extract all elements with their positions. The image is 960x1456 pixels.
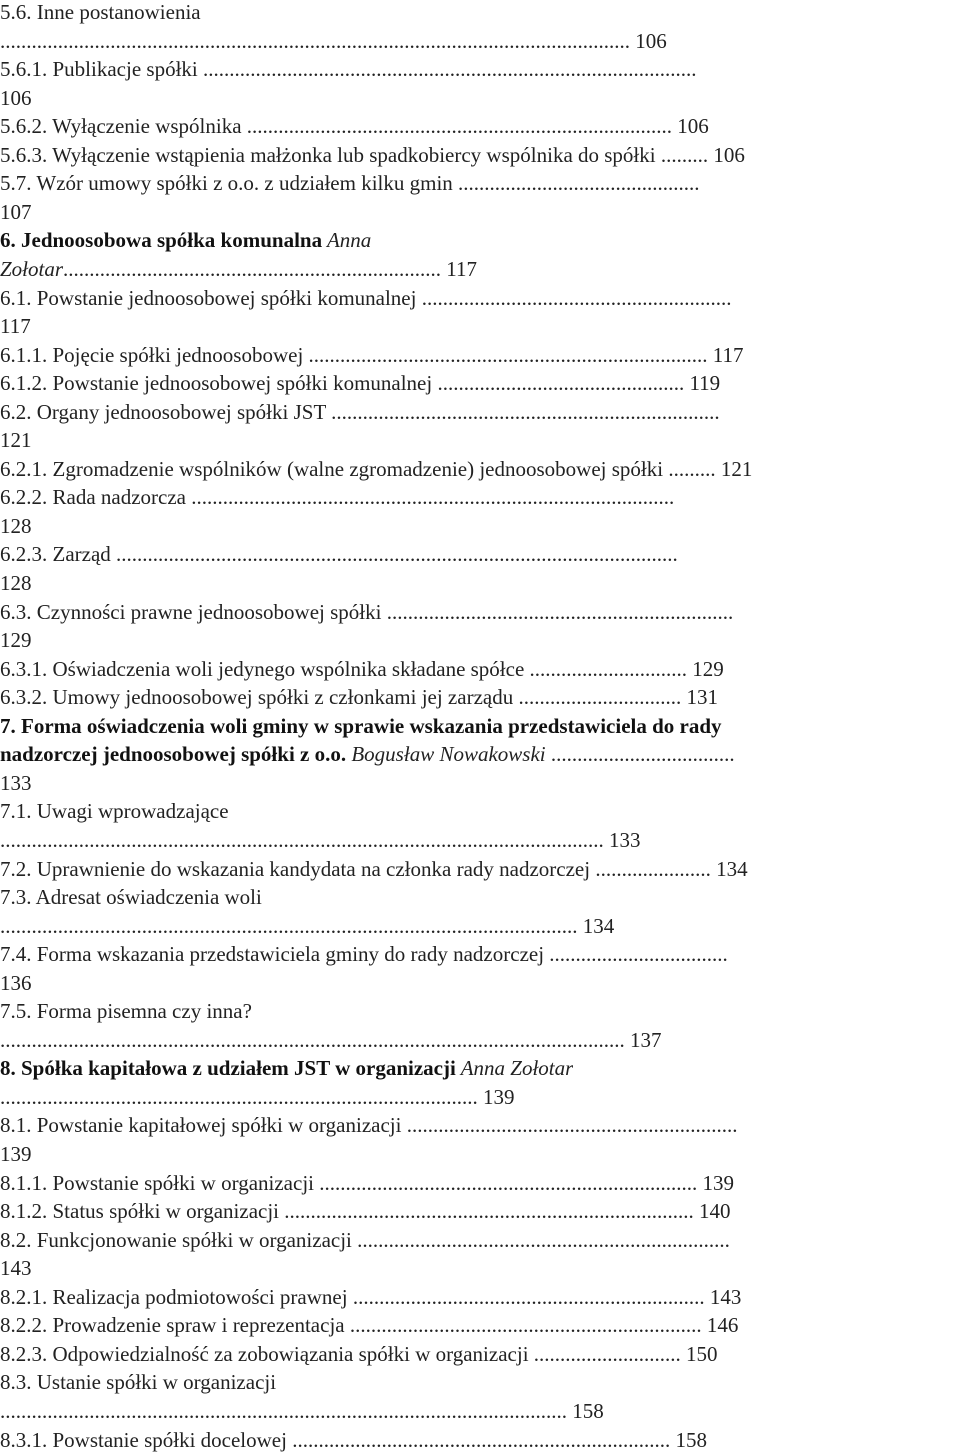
toc-line (0, 626, 32, 654)
toc-text: 6.1.1. Pojęcie spółki jednoosobowej ............................................................................ 117 (0, 342, 744, 367)
toc-line (0, 398, 720, 426)
toc-text: 8.1. Powstanie kapitałowej spółki w organizacji ............................................................... (0, 1113, 738, 1138)
toc-line (0, 1197, 731, 1225)
toc-line (0, 1169, 734, 1197)
toc-text: 107 (0, 199, 32, 224)
toc-text: 6. Jednoosobowa spółka komunalna (0, 228, 323, 253)
toc-line (0, 55, 697, 83)
toc-line (0, 1226, 730, 1254)
toc-line (0, 655, 724, 683)
toc-line (0, 341, 744, 369)
toc-line (0, 683, 718, 711)
toc-text: ............................................................................................................ 158 (0, 1398, 604, 1423)
toc-text: 7.1. Uwagi wprowadzające (0, 799, 229, 824)
toc-text: 8.2.2. Prowadzenie spraw i reprezentacja ................................................................... 146 (0, 1313, 739, 1338)
toc-line (0, 1340, 718, 1368)
toc-line (0, 112, 709, 140)
toc-text: ................................................................................................................... 133 (0, 827, 641, 852)
toc-text: 106 (0, 85, 32, 110)
toc-line (0, 1283, 741, 1311)
toc-text: nadzorczej jednoosobowej spółki z o.o. (0, 742, 347, 767)
toc-text: ........................................................................................................................ 106 (0, 28, 667, 53)
toc-text: Zołotar (0, 256, 64, 281)
toc-text: 6.2.3. Zarząd ........................................................................................................... (0, 542, 678, 567)
toc-line (0, 883, 262, 911)
toc-line (0, 512, 32, 540)
toc-line (0, 712, 722, 740)
toc-text: 7.2. Uprawnienie do wskazania kandydata na członka rady nadzorczej ...................... 134 (0, 856, 748, 881)
toc-line (0, 997, 252, 1025)
toc-text: 8.2. Funkcjonowanie spółki w organizacji ....................................................................... (0, 1227, 730, 1252)
toc-text: 6.3. Czynności prawne jednoosobowej spółki .................................................................. (0, 599, 734, 624)
toc-line (0, 598, 733, 626)
toc-line (0, 769, 32, 797)
toc-line (0, 1140, 32, 1168)
toc-text: 7.5. Forma pisemna czy inna? (0, 999, 252, 1024)
toc-line (0, 1026, 662, 1054)
toc-text: 139 (0, 1142, 32, 1166)
toc-text: ....................................................................................................................... 137 (0, 1027, 662, 1052)
toc-line (0, 1397, 604, 1425)
toc-line (0, 312, 31, 340)
toc-text: 136 (0, 970, 32, 995)
toc-line (0, 740, 735, 768)
toc-text: 129 (0, 628, 32, 653)
toc-line (0, 0, 201, 26)
toc-text: Bogusław Nowakowski (346, 742, 546, 767)
toc-text: 6.1. Powstanie jednoosobowej spółki komunalnej ........................................................... (0, 285, 732, 310)
toc-line (0, 912, 614, 940)
toc-text: 8.3. Ustanie spółki w organizacji (0, 1370, 277, 1395)
toc-line (0, 1311, 738, 1339)
toc-line (0, 969, 32, 997)
toc-text: 5.6.2. Wyłączenie wspólnika ................................................................................. 106 (0, 114, 709, 139)
toc-line (0, 1254, 32, 1282)
toc-text: ........................................................................................... 139 (0, 1084, 515, 1109)
toc-text: 143 (0, 1256, 32, 1281)
toc-text: 6.2.2. Rada nadzorcza ............................................................................................ (0, 485, 675, 510)
toc-text: .............................................................................................................. 134 (0, 913, 615, 938)
toc-line (0, 426, 32, 454)
toc-text: 128 (0, 571, 32, 595)
toc-text: Anna (322, 228, 372, 253)
toc-line (0, 483, 674, 511)
toc-text: 117 (0, 314, 31, 339)
toc-line (0, 1426, 707, 1454)
toc-line (0, 940, 728, 968)
toc-text: ................................... (545, 742, 735, 767)
toc-line (0, 198, 32, 226)
toc-text: 5.6.3. Wyłączenie wstąpienia małżonka lub spadkobiercy wspólnika do spółki ......... 106 (0, 142, 745, 167)
toc-text: Anna Zołotar (455, 1056, 574, 1081)
toc-line (0, 226, 371, 254)
toc-line (0, 455, 752, 483)
toc-line (0, 797, 229, 825)
toc-text: 8.3.1. Powstanie spółki docelowej ........................................................................ 158 (0, 1427, 707, 1452)
toc-line (0, 826, 641, 854)
toc-text: 7.4. Forma wskazania przedstawiciela gminy do rady nadzorczej .................................. (0, 942, 728, 967)
toc-text: 7. Forma oświadczenia woli gminy w sprawie wskazania przedstawiciela do rady (0, 713, 722, 738)
toc-line (0, 84, 32, 112)
toc-text: 121 (0, 428, 32, 453)
toc-text: 8. Spółka kapitałowa z udziałem JST w organizacji (0, 1056, 456, 1081)
toc-line (0, 27, 667, 55)
toc-text: 6.2.1. Zgromadzenie wspólników (walne zgromadzenie) jednoosobowej spółki ......... 121 (0, 456, 753, 481)
toc-line (0, 1368, 276, 1396)
toc-text: 7.3. Adresat oświadczenia woli (0, 885, 262, 910)
toc-text: 128 (0, 513, 32, 538)
toc-text: 8.2.1. Realizacja podmiotowości prawnej ................................................................... 143 (0, 1284, 742, 1309)
toc-line (0, 255, 477, 283)
toc-line (0, 1111, 737, 1139)
toc-text: 6.3.1. Oświadczenia woli jedynego wspólnika składane spółce .............................. 129 (0, 656, 724, 681)
toc-line (0, 540, 678, 568)
toc-line (0, 369, 720, 397)
toc-text: 8.1.2. Status spółki w organizacji .............................................................................. 140 (0, 1199, 731, 1224)
toc-text: 5.6.1. Publikacje spółki .............................................................................................. (0, 57, 697, 82)
toc-text: 5.7. Wzór umowy spółki z o.o. z udziałem kilku gmin .............................................. (0, 171, 700, 196)
toc-line (0, 284, 731, 312)
toc-text: 5.6. Inne postanowienia (0, 0, 201, 24)
toc-line (0, 855, 748, 883)
toc-text: 6.3.2. Umowy jednoosobowej spółki z członkami jej zarządu ............................... 131 (0, 685, 718, 710)
toc-line (0, 1083, 515, 1111)
toc-line (0, 141, 745, 169)
toc-text: 6.2. Organy jednoosobowej spółki JST .......................................................................... (0, 399, 720, 424)
toc-line (0, 569, 32, 597)
toc-line (0, 169, 700, 197)
toc-text: ........................................................................ 117 (63, 256, 478, 281)
toc-text: 133 (0, 770, 32, 795)
toc-text: 8.2.3. Odpowiedzialność za zobowiązania spółki w organizacji ............................ 150 (0, 1341, 718, 1366)
toc-text: 6.1.2. Powstanie jednoosobowej spółki komunalnej ............................................... 119 (0, 371, 721, 396)
toc-text: 8.1.1. Powstanie spółki w organizacji ........................................................................ 139 (0, 1170, 734, 1195)
toc-line (0, 1054, 573, 1082)
